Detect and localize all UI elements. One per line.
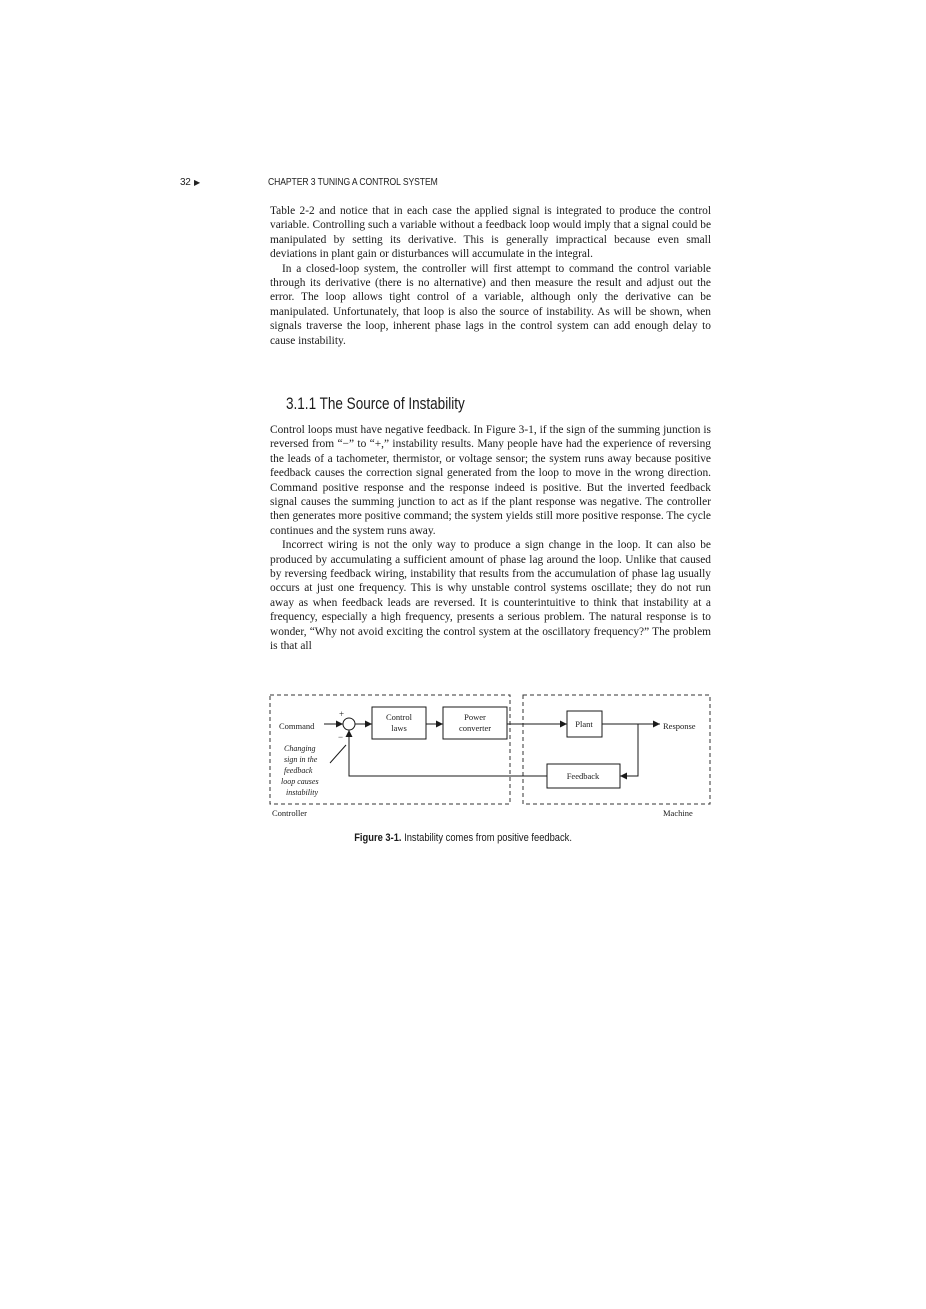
paragraph: In a closed-loop system, the controller will first attempt to command the control variable through its derivative (there is no alternative) and then measure the result and adjust out the error. The loop allows tight control of a variable, although only the derivative can be manipulated. Unfortunately, that loop is also the source of instability. As will be shown, when signals traverse the loop, inherent phase lags in the control system can add enough delay to cause instability. — [270, 262, 711, 347]
page-arrow-icon: ▶ — [194, 178, 201, 187]
annotation-line: instability — [286, 788, 318, 797]
feedback-label: Feedback — [566, 771, 600, 781]
running-title: CHAPTER 3 TUNING A CONTROL SYSTEM — [268, 177, 438, 188]
page-number: 32 — [180, 177, 191, 188]
annotation-line: feedback — [284, 766, 313, 775]
response-label: Response — [663, 721, 696, 731]
paragraph: Incorrect wiring is not the only way to produce a sign change in the loop. It can also be produced by accumulating a sufficient amount of phase lag around the loop. Unlike that caused by reversing feedback wiring, instability that results from the accumulation of phase lag usually occurs at just one frequency. This is why unstable control systems oscillate; they do not run away as when feedback leads are reversed. It is counterintuitive to think that instability at a frequency, especially a high frequency, presents a serious problem. The natural response is to wonder, “Why not avoid exciting the control system at the oscillatory frequency?” The problem is that all — [270, 539, 711, 653]
section-text — [270, 423, 711, 654]
feedback-tap-line — [620, 724, 638, 776]
section-heading: 3.1.1 The Source of Instability — [286, 395, 465, 413]
annotation-line: sign in the — [284, 755, 318, 764]
intro-text — [270, 204, 711, 348]
caption-text: Instability comes from positive feedback. — [401, 832, 572, 844]
plus-sign: + — [339, 709, 345, 719]
caption-label: Figure 3-1. — [354, 832, 402, 844]
paragraph: Table 2-2 and notice that in each case the applied signal is integrated to produce the control variable. Controlling such a variable without a feedback loop would imply that a signal could be manipulated by setting its derivative. This is generally impractical because even small deviations in plant gain or disturbances will accumulate in the integral. — [270, 205, 711, 261]
machine-region-label: Machine — [663, 808, 693, 818]
plant-label: Plant — [575, 719, 593, 729]
power-converter-label-line: converter — [458, 723, 492, 733]
controller-region-label: Controller — [272, 808, 307, 818]
block-diagram — [262, 688, 722, 823]
power-converter-label-line: Power — [464, 712, 486, 722]
instability-annotation — [281, 744, 321, 797]
command-label: Command — [279, 721, 315, 731]
summing-junction — [343, 718, 355, 730]
paragraph: Control loops must have negative feedback. In Figure 3-1, if the sign of the summing junction is reversed from “−” to “+,” instability results. Many people have had the experience of reversing the leads of a tachometer, thermistor, or voltage sensor; the system runs away because positive feedback causes the correction signal generated from the loop to move in the wrong direction. Command positive response and the response indeed is positive. But the inverted feedback signal causes the summing junction to act as if the plant response was negative. The controller then generates more positive command; the system yields still more positive response. The cycle continues and the system runs away. — [270, 424, 711, 537]
annotation-line: Changing — [284, 744, 316, 753]
figure-caption — [0, 832, 926, 844]
annotation-line: loop causes — [281, 777, 319, 786]
control-laws-label-line: Control — [386, 712, 412, 722]
control-laws-label-line: laws — [391, 723, 407, 733]
annotation-pointer — [330, 745, 346, 763]
minus-sign: − — [338, 732, 344, 742]
figure-3-1 — [262, 688, 722, 823]
